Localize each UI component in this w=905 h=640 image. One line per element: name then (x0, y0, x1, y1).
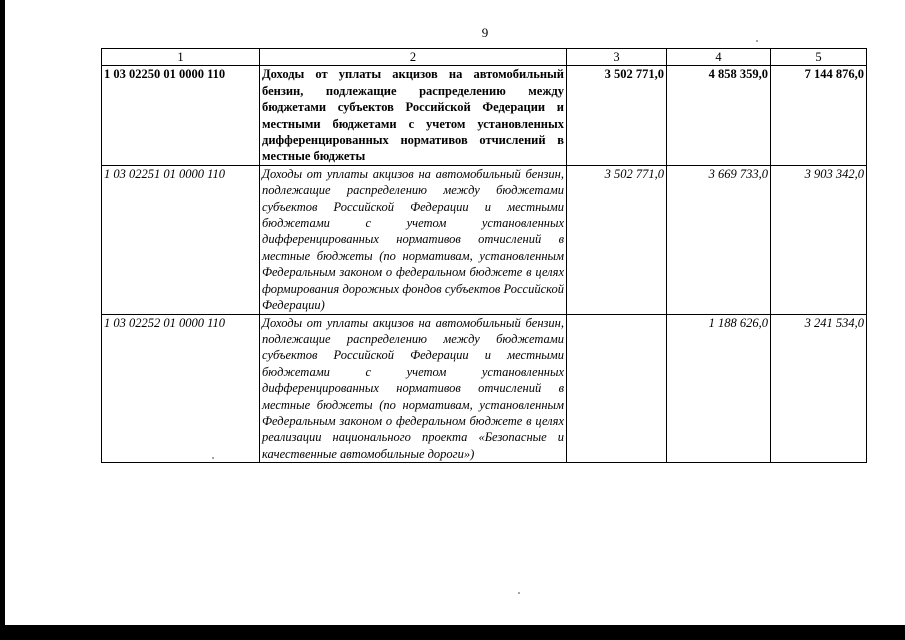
description-cell: Доходы от уплаты акцизов на автомобильный бензин, подлежащие распределению между бюджетами субъектов Российской Федерации и местными бюджетами с учетом установленных дифференцированных нормативов отчислений в местные бюджеты (по нормативам, установленным Федеральным законом о федеральном бюджете в целях формирования дорожных фондов субъектов Российской Федерации) (260, 165, 567, 314)
scan-speck (518, 592, 520, 594)
amount-col4-cell: 1 188 626,0 (667, 314, 771, 463)
scan-speck (756, 40, 758, 42)
page-number: 9 (481, 25, 489, 40)
budget-code-cell: 1 03 02252 01 0000 110 (102, 314, 260, 463)
table-row (102, 165, 867, 314)
budget-code-cell: 1 03 02251 01 0000 110 (102, 165, 260, 314)
column-header: 4 (667, 49, 771, 66)
amount-col4-cell: 3 669 733,0 (667, 165, 771, 314)
column-header: 3 (567, 49, 667, 66)
amount-col3-cell (567, 314, 667, 463)
table-row (102, 314, 867, 463)
scan-edge-bottom (0, 625, 905, 640)
column-header: 2 (260, 49, 567, 66)
description-cell: Доходы от уплаты акцизов на автомобильный бензин, подлежащие распределению между бюджетами субъектов Российской Федерации и местными бюджетами с учетом установленных дифференцированных нормативов отчислений в местные бюджеты (по нормативам, установленным Федеральным законом о федеральном бюджете в целях реализации национального проекта «Безопасные и качественные автомобильные дороги») (260, 314, 567, 463)
amount-col3-cell: 3 502 771,0 (567, 66, 667, 165)
amount-col4-cell: 4 858 359,0 (667, 66, 771, 165)
budget-code-cell: 1 03 02250 01 0000 110 (102, 66, 260, 165)
amount-col5-cell: 3 903 342,0 (771, 165, 867, 314)
column-header: 5 (771, 49, 867, 66)
column-number-header-row (102, 49, 867, 66)
table-row (102, 66, 867, 165)
description-cell: Доходы от уплаты акцизов на автомобильный бензин, подлежащие распределению между бюджетами субъектов Российской Федерации и местными бюджетами с учетом установленных дифференцированных нормативов отчислений в местные бюджеты (260, 66, 567, 165)
amount-col3-cell: 3 502 771,0 (567, 165, 667, 314)
amount-col5-cell: 7 144 876,0 (771, 66, 867, 165)
revenue-table (101, 48, 867, 463)
column-header: 1 (102, 49, 260, 66)
amount-col5-cell: 3 241 534,0 (771, 314, 867, 463)
scan-edge-left (0, 0, 5, 640)
